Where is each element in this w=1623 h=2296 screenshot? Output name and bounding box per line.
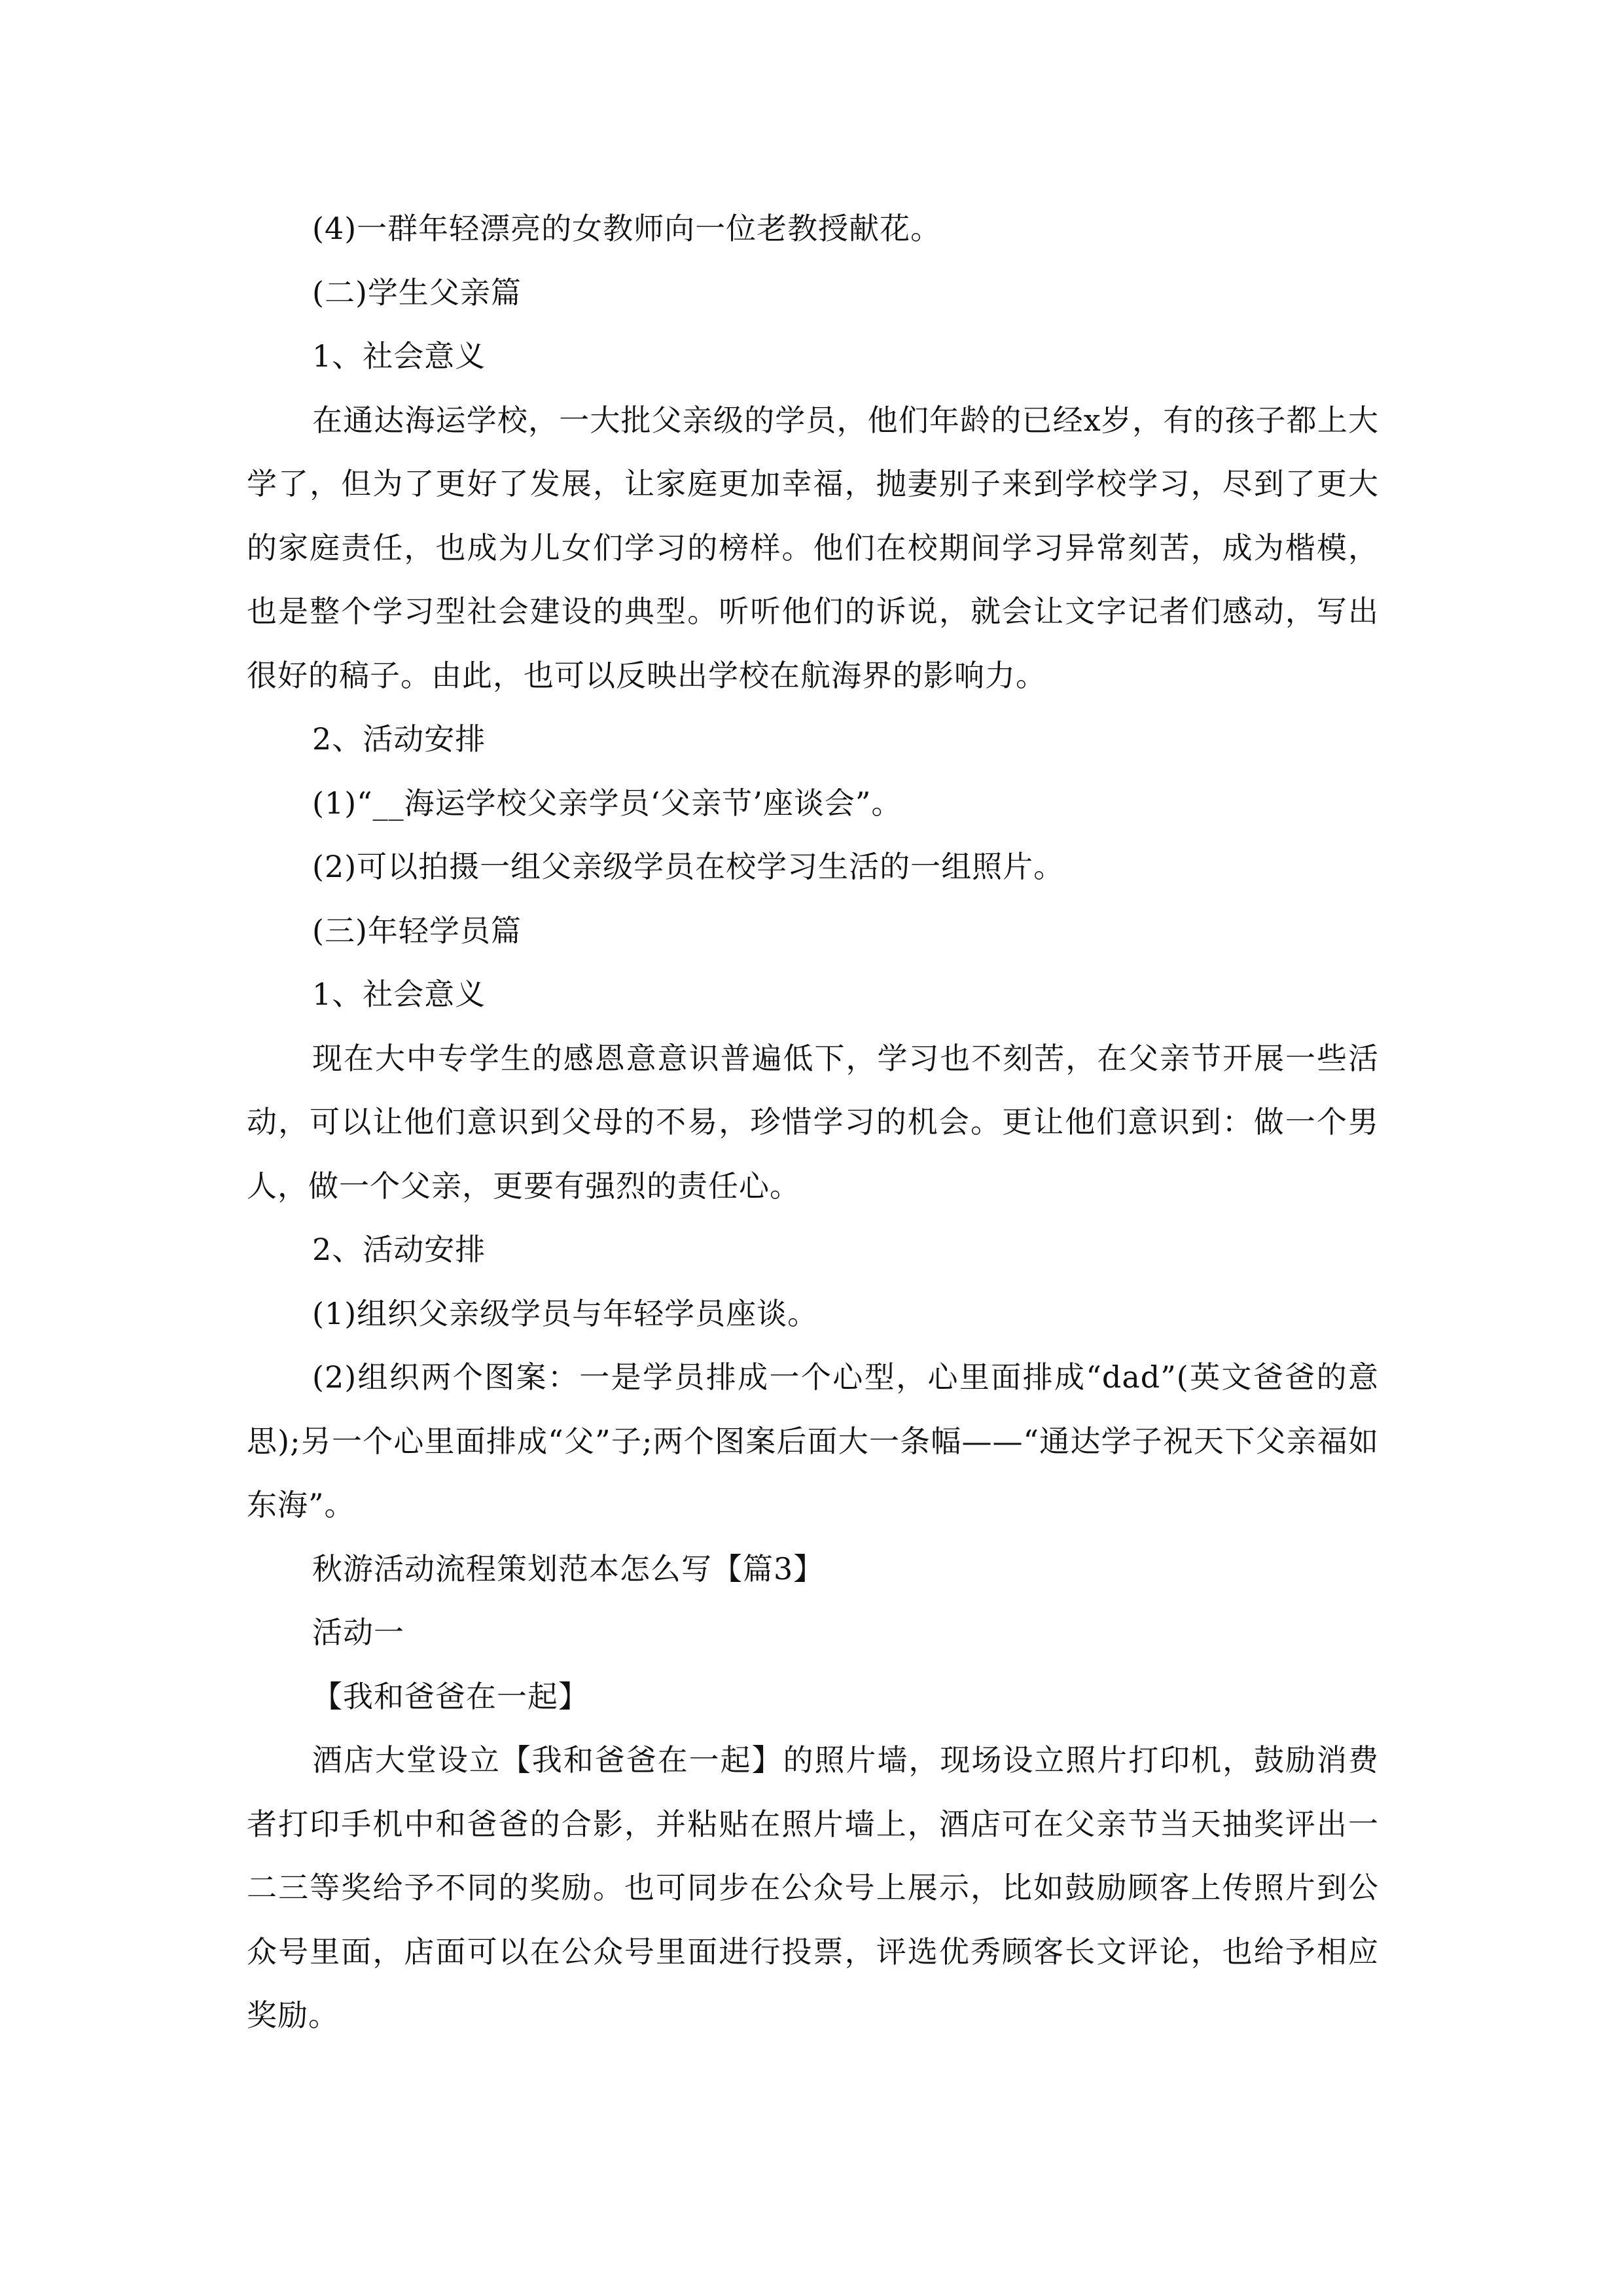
paragraph-photo-wall: 酒店大堂设立【我和爸爸在一起】的照片墙，现场设立照片打印机，鼓励消费者打印手机中和爸爸的合影，并粘贴在照片墙上，酒店可在父亲节当天抽奖评出一二三等奖给予不同的奖励。也可同步在公众号上展示，比如鼓励顾客上传照片到公众号里面，店面可以在公众号里面进行投票，评选优秀顾客长文评论，也给予相应奖励。 [247,1742,1379,2033]
section-heading-student-fathers: (二)学生父亲篇 [312,274,522,310]
list-item-fathers-forum: (1)“__海运学校父亲学员‘父亲节’座谈会”。 [312,785,902,821]
article-title-part-3: 秋游活动流程策划范本怎么写【篇3】 [312,1551,825,1587]
subheading-social-meaning: 1、社会意义 [312,338,486,374]
paragraph-social-meaning-young: 现在大中专学生的感恩意意识普遍低下，学习也不刻苦，在父亲节开展一些活动，可以让他们意识到父母的不易，珍惜学习的机会。更让他们意识到：做一个男人，做一个父亲，更要有强烈的责任心。 [247,1040,1379,1204]
list-item-heart-patterns: (2)组织两个图案：一是学员排成一个心型，心里面排成“dad”(英文爸爸的意思);另一个心里面排成“父”子;两个图案后面大一条幅——“通达学子祝天下父亲福如东海”。 [247,1359,1379,1522]
subheading-activity-arrangement: 2、活动安排 [312,721,486,757]
list-item-joint-forum: (1)组织父亲级学员与年轻学员座谈。 [312,1295,819,1331]
list-item-photo-series: (2)可以拍摄一组父亲级学员在校学习生活的一组照片。 [312,849,1065,884]
paragraph-social-meaning-fathers: 在通达海运学校，一大批父亲级的学员，他们年龄的已经x岁，有的孩子都上大学了，但为了更好了发展，让家庭更加幸福，抛妻别子来到学校学习，尽到了更大的家庭责任，也成为儿女们学习的榜样。他们在校期间学习异常刻苦，成为楷模，也是整个学习型社会建设的典型。听听他们的诉说，就会让文字记者们感动，写出很好的稿子。由此，也可以反映出学校在航海界的影响力。 [247,402,1379,693]
activity-label: 活动一 [312,1615,404,1650]
subheading-activity-arrangement: 2、活动安排 [312,1232,486,1267]
list-item-flowers: (4)一群年轻漂亮的女教师向一位老教授献花。 [312,211,942,246]
activity-name: 【我和爸爸在一起】 [312,1678,589,1714]
document-page [247,197,1379,2048]
subheading-social-meaning: 1、社会意义 [312,977,486,1012]
section-heading-young-students: (三)年轻学员篇 [312,912,522,948]
